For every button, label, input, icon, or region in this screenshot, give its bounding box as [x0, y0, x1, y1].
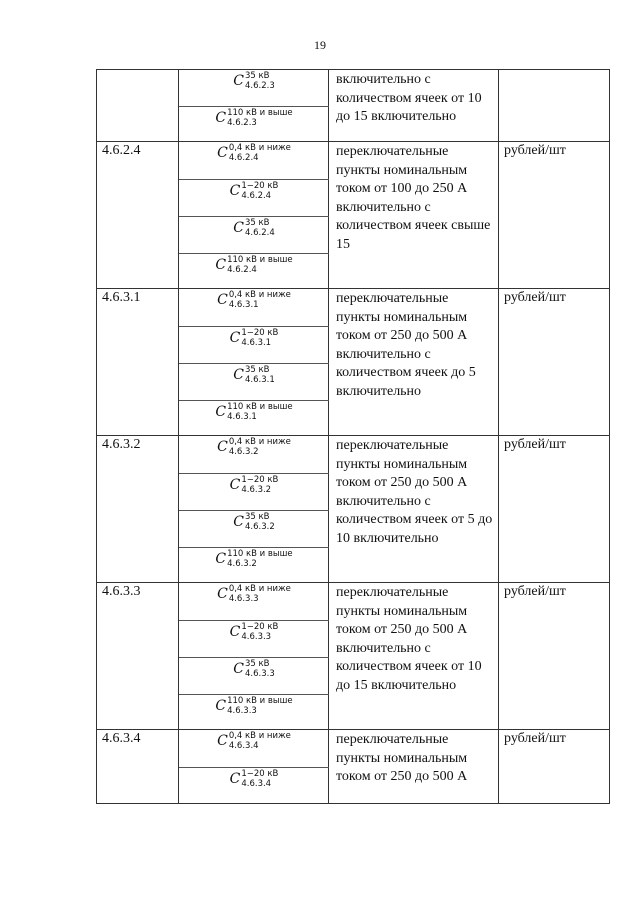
price-symbol: C 110 кВ и выше 4.6.2.3: [215, 108, 293, 128]
voltage-variant: [179, 583, 329, 620]
description-cell: включительно с количеством ячеек от 10 до 15 включительно: [329, 70, 499, 142]
price-symbol: C 1−20 кВ 4.6.2.4: [229, 181, 279, 201]
voltage-variant: [179, 106, 329, 142]
table-row: [97, 288, 609, 436]
price-symbol: C 1−20 кВ 4.6.3.1: [229, 328, 279, 348]
voltage-variant: [179, 400, 329, 436]
description-cell: переключательные пункты номинальным током от 250 до 500 А включительно с количеством ячеек от 5 до 10 включительно: [329, 436, 499, 583]
price-symbol: C 1−20 кВ 4.6.3.2: [229, 475, 279, 495]
price-symbol: C 110 кВ и выше 4.6.3.1: [215, 402, 293, 422]
voltage-variant: [179, 179, 329, 216]
voltage-variant: [179, 253, 329, 289]
voltage-variants-cell: [179, 730, 329, 804]
price-symbol: C 110 кВ и выше 4.6.2.4: [215, 255, 293, 275]
page-number: 19: [314, 38, 326, 52]
price-symbol: C 35 кВ 4.6.3.2: [233, 512, 275, 532]
voltage-variant: [179, 547, 329, 583]
code-cell: 4.6.3.1: [97, 289, 179, 436]
code-cell: [97, 70, 179, 142]
price-symbol: C 1−20 кВ 4.6.3.4: [229, 769, 279, 789]
voltage-variants-cell: [179, 436, 329, 583]
voltage-variant: [179, 694, 329, 730]
code-cell: 4.6.3.2: [97, 436, 179, 583]
voltage-variants-cell: [179, 289, 329, 436]
tariff-table: [96, 69, 610, 804]
price-symbol: C 110 кВ и выше 4.6.3.2: [215, 549, 293, 569]
voltage-variant: [179, 657, 329, 694]
voltage-variants-cell: [179, 142, 329, 289]
voltage-variant: [179, 473, 329, 510]
price-symbol: C 35 кВ 4.6.2.4: [233, 218, 275, 238]
unit-cell: рублей/шт: [504, 731, 566, 746]
unit-cell: [499, 70, 609, 142]
unit-cell: рублей/шт: [504, 143, 566, 158]
voltage-variants-cell: [179, 70, 329, 142]
description-cell: переключательные пункты номинальным током от 250 до 500 А: [329, 730, 499, 804]
price-symbol: C 35 кВ 4.6.2.3: [233, 71, 275, 91]
unit-cell: рублей/шт: [504, 290, 566, 305]
description-cell: переключательные пункты номинальным током от 250 до 500 А включительно с количеством ячеек до 5 включительно: [329, 289, 499, 436]
price-symbol: C 35 кВ 4.6.3.1: [233, 365, 275, 385]
voltage-variant: [179, 510, 329, 547]
price-symbol: C 0,4 кВ и ниже 4.6.2.4: [217, 143, 291, 163]
price-symbol: C 1−20 кВ 4.6.3.3: [229, 622, 279, 642]
voltage-variant: [179, 70, 329, 106]
price-symbol: C 0,4 кВ и ниже 4.6.3.1: [217, 290, 291, 310]
voltage-variant: [179, 436, 329, 473]
voltage-variant: [179, 326, 329, 363]
voltage-variants-cell: [179, 583, 329, 730]
voltage-variant: [179, 730, 329, 767]
price-symbol: C 110 кВ и выше 4.6.3.3: [215, 696, 293, 716]
unit-cell: рублей/шт: [504, 584, 566, 599]
voltage-variant: [179, 620, 329, 657]
voltage-variant: [179, 767, 329, 804]
code-cell: 4.6.3.3: [97, 583, 179, 730]
price-symbol: C 0,4 кВ и ниже 4.6.3.4: [217, 731, 291, 751]
price-symbol: C 0,4 кВ и ниже 4.6.3.2: [217, 437, 291, 457]
voltage-variant: [179, 142, 329, 179]
table-row: [97, 435, 609, 583]
code-cell: 4.6.2.4: [97, 142, 179, 289]
price-symbol: C 35 кВ 4.6.3.3: [233, 659, 275, 679]
table-row: [97, 69, 609, 142]
table-row: [97, 582, 609, 730]
unit-cell: рублей/шт: [504, 437, 566, 452]
code-cell: 4.6.3.4: [97, 730, 179, 804]
table-row: [97, 141, 609, 289]
voltage-variant: [179, 289, 329, 326]
description-cell: переключательные пункты номинальным током от 250 до 500 А включительно с количеством ячеек от 10 до 15 включительно: [329, 583, 499, 730]
price-symbol: C 0,4 кВ и ниже 4.6.3.3: [217, 584, 291, 604]
table-row: [97, 729, 609, 804]
voltage-variant: [179, 216, 329, 253]
description-cell: переключательные пункты номинальным током от 100 до 250 А включительно с количеством ячеек свыше 15: [329, 142, 499, 289]
voltage-variant: [179, 363, 329, 400]
